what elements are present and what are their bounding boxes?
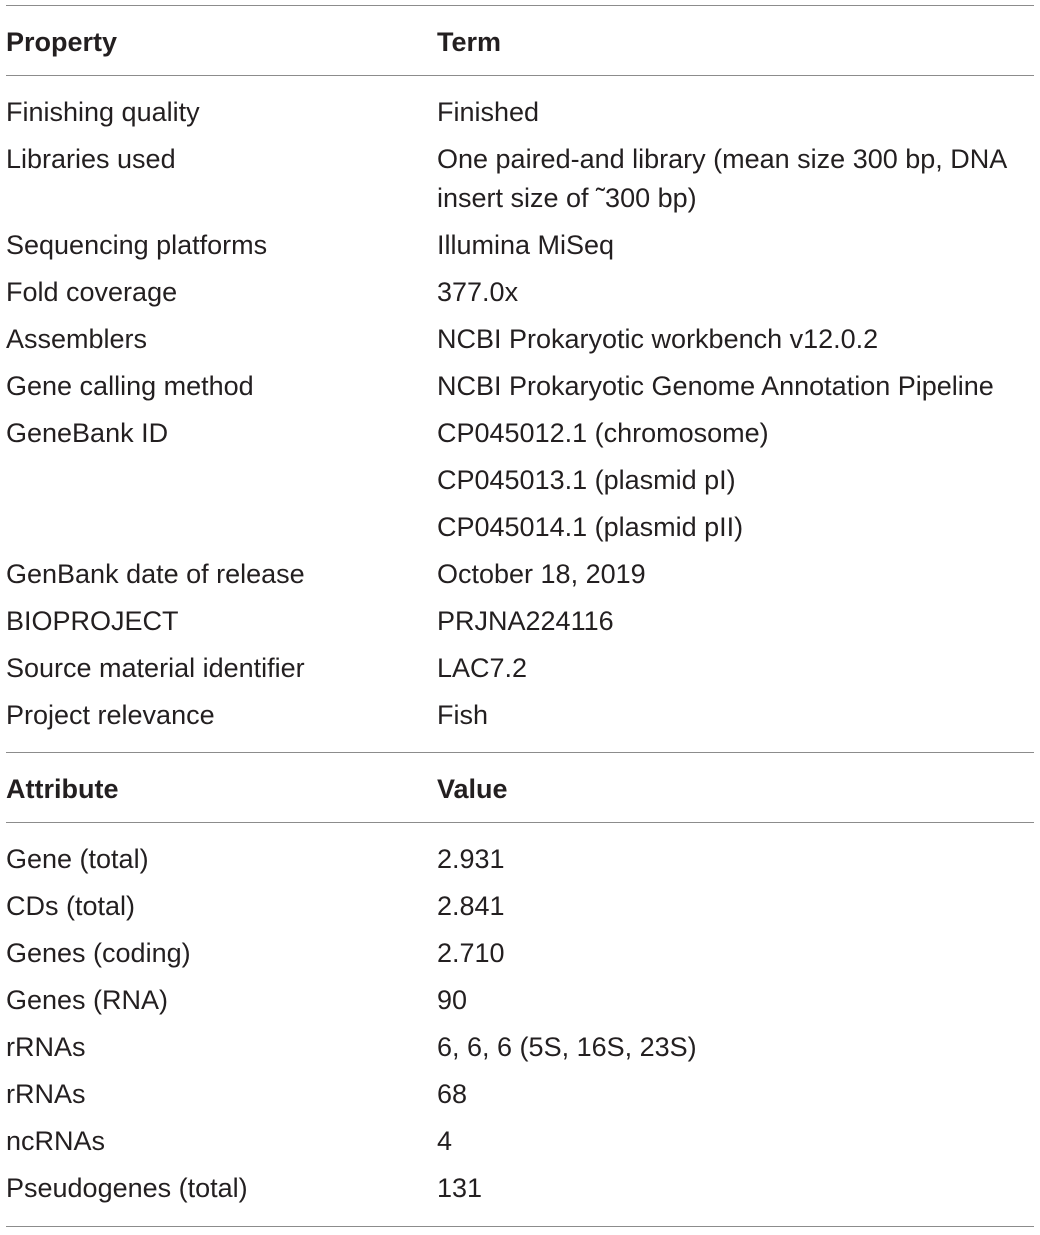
row-value: 131 bbox=[437, 1173, 483, 1203]
row-label: Sequencing platforms bbox=[6, 230, 268, 260]
attribute-value-header bbox=[6, 753, 1034, 823]
row-value: PRJNA224116 bbox=[437, 606, 614, 636]
row-label: Project relevance bbox=[6, 700, 215, 730]
row-value: NCBI Prokaryotic Genome Annotation Pipeline bbox=[437, 371, 994, 401]
table-row bbox=[6, 645, 1034, 692]
table-row bbox=[6, 1071, 1034, 1118]
table-row bbox=[6, 1024, 1034, 1071]
property-rows bbox=[6, 76, 1034, 753]
row-label: Genes (RNA) bbox=[6, 985, 169, 1015]
row-label bbox=[6, 461, 437, 500]
row-value: 2.931 bbox=[437, 844, 505, 874]
header-attribute: Attribute bbox=[6, 773, 119, 804]
row-label: BIOPROJECT bbox=[6, 606, 179, 636]
row-value: Finished bbox=[437, 97, 540, 127]
row-value: October 18, 2019 bbox=[437, 559, 646, 589]
row-value: 2.710 bbox=[437, 938, 505, 968]
row-label: Gene calling method bbox=[6, 371, 254, 401]
header-value: Value bbox=[437, 773, 508, 804]
row-label: Assemblers bbox=[6, 324, 148, 354]
table-row bbox=[6, 930, 1034, 977]
row-value: One paired-and library (mean size 300 bp, DNA insert size of ˜300 bp) bbox=[437, 144, 1006, 213]
row-label: Gene (total) bbox=[6, 844, 149, 874]
row-value: Fish bbox=[437, 700, 489, 730]
table-row bbox=[6, 89, 1034, 136]
row-label: Pseudogenes (total) bbox=[6, 1173, 248, 1203]
row-value: CP045014.1 (plasmid pII) bbox=[437, 512, 744, 542]
table-row bbox=[6, 551, 1034, 598]
row-value: CP045013.1 (plasmid pI) bbox=[437, 465, 736, 495]
table-row bbox=[6, 410, 1034, 457]
row-label: CDs (total) bbox=[6, 891, 136, 921]
row-value: 377.0x bbox=[437, 277, 519, 307]
row-label: ncRNAs bbox=[6, 1126, 106, 1156]
row-label: Libraries used bbox=[6, 144, 176, 174]
table-row bbox=[6, 316, 1034, 363]
table-row bbox=[6, 1118, 1034, 1165]
row-label: Finishing quality bbox=[6, 97, 200, 127]
genome-features-table bbox=[6, 5, 1034, 1227]
table-row bbox=[6, 1165, 1034, 1212]
table-row bbox=[6, 269, 1034, 316]
row-label bbox=[6, 508, 437, 547]
row-value: 2.841 bbox=[437, 891, 505, 921]
row-value: Illumina MiSeq bbox=[437, 230, 615, 260]
row-label: GenBank date of release bbox=[6, 559, 305, 589]
row-label: GeneBank ID bbox=[6, 418, 169, 448]
attribute-rows bbox=[6, 823, 1034, 1227]
table-row bbox=[6, 692, 1034, 739]
row-value: 68 bbox=[437, 1079, 468, 1109]
row-value: 6, 6, 6 (5S, 16S, 23S) bbox=[437, 1032, 697, 1062]
header-property: Property bbox=[6, 26, 118, 57]
table-row bbox=[6, 836, 1034, 883]
row-value: 4 bbox=[437, 1126, 453, 1156]
row-value: NCBI Prokaryotic workbench v12.0.2 bbox=[437, 324, 879, 354]
table-row bbox=[6, 883, 1034, 930]
table-row bbox=[6, 222, 1034, 269]
table-row bbox=[6, 977, 1034, 1024]
table-row bbox=[6, 136, 1034, 222]
row-value: CP045012.1 (chromosome) bbox=[437, 418, 769, 448]
table-row bbox=[6, 457, 1034, 504]
table-row bbox=[6, 598, 1034, 645]
row-value: LAC7.2 bbox=[437, 653, 528, 683]
table-row bbox=[6, 363, 1034, 410]
table-row bbox=[6, 504, 1034, 551]
row-label: rRNAs bbox=[6, 1079, 86, 1109]
row-label: Source material identifier bbox=[6, 653, 305, 683]
property-term-header bbox=[6, 6, 1034, 76]
row-value: 90 bbox=[437, 985, 468, 1015]
row-label: Fold coverage bbox=[6, 277, 178, 307]
row-label: Genes (coding) bbox=[6, 938, 191, 968]
header-term: Term bbox=[437, 26, 502, 57]
row-label: rRNAs bbox=[6, 1032, 86, 1062]
